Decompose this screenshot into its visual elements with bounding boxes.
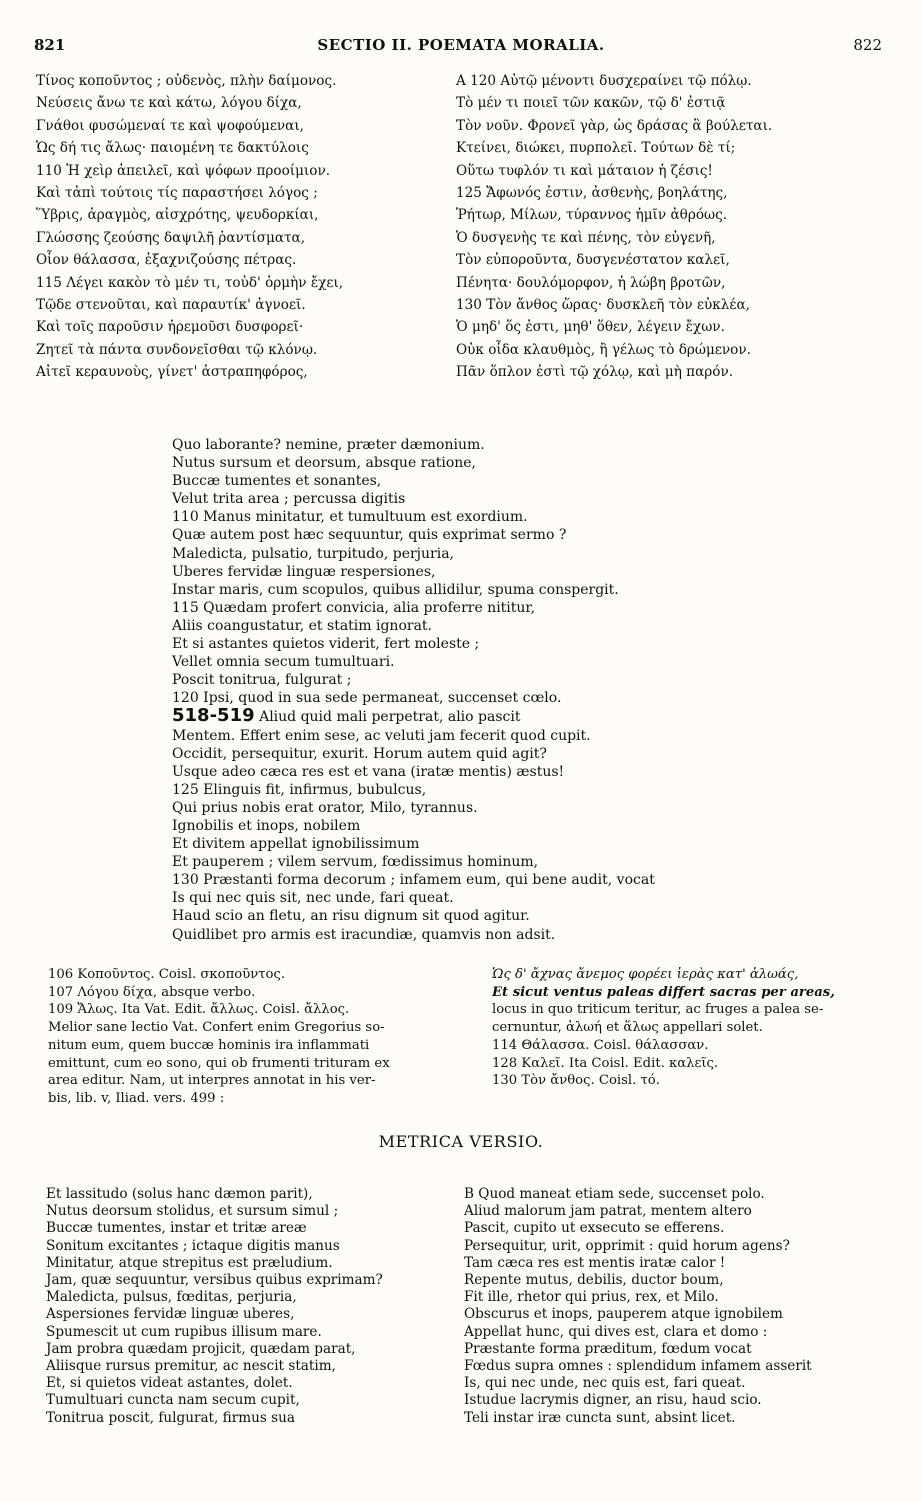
metrica-verse: Et lassitudo (solus hanc dæmon parit), xyxy=(46,1186,313,1202)
latin-verse: Quidlibet pro armis est iracundiæ, quamvis non adsit. xyxy=(172,926,556,943)
greek-verse: Οὐκ οἶδα κλαυθμὸς, ἢ γέλως τὸ δρώμενον. xyxy=(456,341,751,358)
latin-verse: 125 Elinguis fit, infirmus, bubulcus, xyxy=(172,781,427,798)
greek-verse: Τὸ μέν τι ποιεῖ τῶν κακῶν, τῷ δ' ἐστιᾷ xyxy=(456,95,726,112)
latin-verse: Ignobilis et inops, nobilem xyxy=(172,817,361,834)
metrica-verse: Pascit, cupito ut exsecuto se efferens. xyxy=(464,1220,725,1237)
greek-verse: Ὁ μηδ' ὅς ἐστι, μηθ' ὅθεν, λέγειν ἔχων. xyxy=(456,319,725,336)
latin-verse: Quo laborante? nemine, præter dæmonium. xyxy=(172,437,485,453)
latin-verse-with-ref xyxy=(172,707,655,726)
metrica-versio-heading: METRICA VERSIO. xyxy=(378,1132,544,1151)
metrica-verse: Aliisque rursus premitur, ac nescit statim, xyxy=(46,1358,336,1375)
metrica-left-column xyxy=(46,1186,383,1427)
footnote-text: nitum eum, quem buccæ hominis ira inflammati xyxy=(48,1037,370,1053)
latin-verse: Is qui nec quis sit, nec unde, fari queat. xyxy=(172,890,454,907)
footnote: 107 Λόγου δίχα, absque verbo. xyxy=(48,984,256,1000)
greek-verse: Νεύσεις ἄνω τε καὶ κάτω, λόγου δίχα, xyxy=(36,95,302,112)
latin-verse: Et pauperem ; vilem servum, fœdissimus hominum, xyxy=(172,854,539,871)
latin-verse: Aliud quid mali perpetrat, alio pascit xyxy=(259,709,521,726)
metrica-verse: Teli instar iræ cuncta sunt, absint licet. xyxy=(464,1409,736,1426)
greek-verse: Τὸν εὐποροῦντα, δυσγενέστατον καλεῖ, xyxy=(456,252,730,269)
footnote-text: cernuntur, ἀλωή et ἅλως appellari solet. xyxy=(492,1020,763,1036)
metrica-verse: Spumescit ut cum rupibus illisum mare. xyxy=(46,1323,322,1340)
greek-verse: Ὡς δή τις ἄλως· παιομένη τε δακτύλοις xyxy=(36,140,309,157)
metrica-verse: Nutus deorsum stolidus, et sursum simul ; xyxy=(46,1203,339,1220)
latin-verse: Maledicta, pulsatio, turpitudo, perjuria, xyxy=(172,545,454,562)
latin-verse: Vellet omnia secum tumultuari. xyxy=(172,654,395,671)
greek-verse: Κτείνει, διώκει, πυρπολεῖ. Τούτων δὲ τί; xyxy=(456,140,736,157)
metrica-verse: Tam cæca res est mentis iratæ calor ! xyxy=(464,1254,726,1271)
latin-verse: Mentem. Effert enim sese, ac veluti jam fecerit quod cupit. xyxy=(172,727,591,744)
footnote-text: area editur. Nam, ut interpres annotat in his ver- xyxy=(48,1073,376,1089)
greek-verse: Οὕτω τυφλόν τι καὶ μάταιον ἡ ζέσις! xyxy=(456,162,713,179)
greek-verse: Ὕβρις, ἀραγμὸς, αἰσχρότης, ψευδορκίαι, xyxy=(36,207,319,224)
metrica-right-column xyxy=(464,1186,812,1427)
greek-verse: Ζητεῖ τὰ πάντα συνδονεῖσθαι τῷ κλόνῳ. xyxy=(36,341,318,358)
footnote-text: bis, lib. v, Iliad. vers. 499 : xyxy=(48,1090,225,1106)
latin-verse: Usque adeo cæca res est et vana (iratæ mentis) æstus! xyxy=(172,763,565,780)
running-title: SECTIO II. POEMATA MORALIA. xyxy=(317,36,605,54)
greek-verse: Γνάθοι φυσώμεναί τε καὶ ψοφούμεναι, xyxy=(36,117,305,134)
metrica-verse: Istudue lacrymis digner, an risu, haud scio. xyxy=(464,1392,762,1409)
metrica-verse: Tonitrua poscit, fulgurat, firmus sua xyxy=(46,1409,296,1426)
greek-verse: Τὸν νοῦν. Φρονεῖ γὰρ, ὡς δράσας ἃ βούλεται. xyxy=(456,117,773,134)
metrica-verse: Tumultuari cuncta nam secum cupit, xyxy=(46,1392,300,1409)
footnote: 130 Τὸν ἄνθος. Coisl. τό. xyxy=(492,1073,660,1089)
latin-verse: 115 Quædam profert convicia, alia proferre nititur, xyxy=(172,599,536,616)
greek-verse: 110 Ἡ χεὶρ ἀπειλεῖ, καὶ ψόφων προοίμιον. xyxy=(36,162,331,179)
metrica-verse: Repente mutus, debilis, ductor boum, xyxy=(464,1272,724,1289)
latin-verse: Et divitem appellat ignobilissimum xyxy=(172,836,420,853)
metrica-verse: Aliud malorum jam patrat, mentem altero xyxy=(464,1203,752,1220)
metrica-verse: B Quod maneat etiam sede, succenset polo. xyxy=(464,1186,765,1202)
metrica-verse: Persequitur, urit, opprimit : quid horum agens? xyxy=(464,1237,790,1254)
footnote: 114 Θάλασσα. Coisl. θάλασσαν. xyxy=(492,1037,709,1053)
greek-verse: A 120 Αὐτῷ μένοντι δυσχεραίνει τῷ πόλῳ. xyxy=(456,73,752,89)
latin-verse: Buccæ tumentes et sonantes, xyxy=(172,473,382,490)
metrica-verse: Is, qui nec unde, nec quis est, fari queat. xyxy=(464,1375,746,1392)
latin-verse: Occidit, persequitur, exurit. Horum autem quid agit? xyxy=(172,745,547,762)
metrica-verse: Et, si quietos videat astantes, dolet. xyxy=(46,1375,293,1392)
metrica-verse: Fœdus supra omnes : splendidum infamem asserit xyxy=(464,1358,812,1375)
greek-text-right-column xyxy=(456,70,772,383)
greek-verse: Πᾶν ὅπλον ἐστὶ τῷ χόλῳ, καὶ μὴ παρόν. xyxy=(456,364,734,381)
greek-verse: Ὁ δυσγενὴς τε καὶ πένης, τὸν εὐγενῆ, xyxy=(456,229,716,246)
greek-verse: Γλώσσης ζεούσης δαψιλῆ ῥαντίσματα, xyxy=(36,229,306,246)
metrica-verse: Jam probra quædam projicit, quædam parat, xyxy=(46,1340,356,1357)
metrica-verse: Minitatur, atque strepitus est præludium. xyxy=(46,1254,333,1271)
metrica-verse: Aspersiones fervidæ linguæ uberes, xyxy=(46,1306,295,1323)
homer-quote-translation: Et sicut ventus paleas differt sacras per areas, xyxy=(492,984,835,1000)
footnote: 128 Καλεῖ. Ita Coisl. Edit. καλεῖς. xyxy=(492,1055,719,1071)
greek-verse: Ῥήτωρ, Μίλων, τύραννος ἡμῖν ἀθρόως. xyxy=(456,207,728,224)
metrica-verse: Sonitum excitantes ; ictaque digitis manus xyxy=(46,1237,340,1254)
greek-verse: 125 Ἄφωνός ἐστιν, ἀσθενὴς, βοηλάτης, xyxy=(456,184,728,201)
greek-verse: Τίνος κοπoῦντος ; οὐδενὸς, πλὴν δαίμονος. xyxy=(36,73,337,89)
metrica-verse: Jam, quæ sequuntur, versibus quibus exprimam? xyxy=(46,1272,383,1289)
greek-verse: Τῷδε στενοῦται, καὶ παραυτίκ' ἀγνοεῖ. xyxy=(36,296,306,313)
greek-verse: 115 Λέγει κακὸν τὸ μέν τι, τοὐδ' ὁρμὴν ἔχει, xyxy=(36,274,344,291)
latin-translation xyxy=(172,436,655,944)
page-number-right: 822 xyxy=(853,36,882,54)
running-header xyxy=(0,36,922,60)
latin-verse: Qui prius nobis erat orator, Milo, tyrannus. xyxy=(172,799,478,816)
metrica-verse: Obscurus et inops, pauperem atque ignobilem xyxy=(464,1306,783,1323)
latin-verse: Velut trita area ; percussa digitis xyxy=(172,491,406,508)
latin-verse: Aliis coangustatur, et statim ignorat. xyxy=(172,617,432,634)
footnote-text: locus in quo triticum teritur, ac fruges a palea se- xyxy=(492,1002,824,1018)
footnote: 106 Κοποῦντος. Coisl. σκοποῦντος. xyxy=(48,967,286,982)
latin-verse: Uberes fervidæ linguæ respersiones, xyxy=(172,563,436,580)
latin-verse: Haud scio an fletu, an risu dignum sit quod agitur. xyxy=(172,908,530,925)
latin-verse: 130 Præstanti forma decorum ; infamem eum, qui bene audit, vocat xyxy=(172,872,655,889)
footnotes-right-column xyxy=(492,966,835,1090)
footnotes-left-column xyxy=(48,966,390,1108)
homer-quote: Ὡς δ' ἄχνας ἄνεμος φορέει ἱερὰς κατ' ἀλωάς, xyxy=(492,967,799,982)
column-reference: 518-519 xyxy=(172,705,255,727)
greek-verse: Καὶ τἀπὶ τούτοις τίς παραστήσει λόγος ; xyxy=(36,184,318,201)
metrica-verse: Maledicta, pulsus, fœditas, perjuria, xyxy=(46,1289,297,1306)
latin-verse: Instar maris, cum scopulos, quibus allidilur, spuma conspergit. xyxy=(172,581,619,598)
metrica-verse: Fit ille, rhetor qui prius, rex, et Milo. xyxy=(464,1289,719,1306)
footnote-text: Melior sane lectio Vat. Confert enim Gregorius so- xyxy=(48,1020,385,1036)
latin-verse: Nutus sursum et deorsum, absque ratione, xyxy=(172,455,477,472)
metrica-verse: Buccæ tumentes, instar et tritæ areæ xyxy=(46,1220,307,1237)
latin-verse: 120 Ipsi, quod in sua sede permaneat, succenset cœlo. xyxy=(172,690,562,707)
latin-verse: Et si astantes quietos viderit, fert moleste ; xyxy=(172,636,480,653)
footnote-text: emittunt, cum eo sono, qui ob frumenti trituram ex xyxy=(48,1055,390,1071)
metrica-verse: Appellat hunc, qui dives est, clara et domo : xyxy=(464,1323,768,1340)
footnote: 109 Ἄλως. Ita Vat. Edit. ἄλλως. Coisl. ἄλλος. xyxy=(48,1002,350,1018)
page-number-left: 821 xyxy=(34,36,66,54)
greek-verse: Πένητα· δουλόμορφον, ἡ λώβη βροτῶν, xyxy=(456,274,726,291)
greek-verse: Αἰτεῖ κεραυνοὺς, γίνετ' ἀστραπηφόρος, xyxy=(36,364,308,381)
greek-text-left-column xyxy=(36,70,343,383)
greek-verse: 130 Τὸν ἄνθος ὥρας· δυσκλεῆ τὸν εὐκλέα, xyxy=(456,296,750,313)
latin-verse: 110 Manus minitatur, et tumultuum est exordium. xyxy=(172,509,528,526)
metrica-verse: Præstante forma præditum, fœdum vocat xyxy=(464,1340,752,1357)
greek-verse: Καὶ τοῖς παροῦσιν ἠρεμοῦσι δυσφορεῖ· xyxy=(36,319,304,336)
latin-verse: Poscit tonitrua, fulgurat ; xyxy=(172,672,352,689)
greek-verse: Οἷον θάλασσα, ἐξαχνιζούσης πέτρας. xyxy=(36,252,297,269)
latin-verse: Quæ autem post hæc sequuntur, quis exprimat sermo ? xyxy=(172,527,567,544)
